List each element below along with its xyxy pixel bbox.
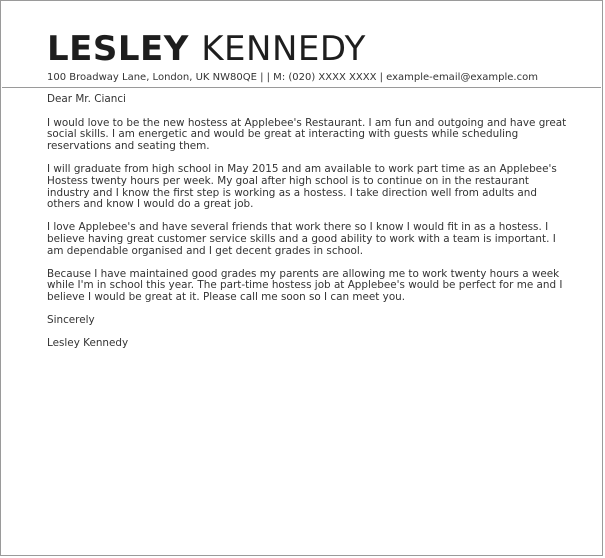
header-divider xyxy=(2,87,601,88)
paragraph-2: I will graduate from high school in May 2015 and am available to work part time as an Applebee's Hostess twenty hours per week. My goal after high school is to continue on in the restaurant industry and I know the first step is working as a hostess. I take direction well from adults and others and know I would do a great job. xyxy=(47,163,557,211)
paragraph-1: I would love to be the new hostess at Applebee's Restaurant. I am fun and outgoing and have great social skills. I am energetic and would be great at interacting with guests while scheduling reservations and seating them. xyxy=(47,116,567,153)
contact-line: 100 Broadway Lane, London, UK NW80QE | | M: (020) XXXX XXXX | example-email@example.com xyxy=(47,72,538,83)
salutation: Dear Mr. Cianci xyxy=(47,93,126,105)
signature-name: Lesley Kennedy xyxy=(47,337,129,350)
closing: Sincerely xyxy=(47,314,95,327)
applicant-name xyxy=(47,31,567,67)
first-name: LESLEY xyxy=(47,29,189,69)
paragraph-3: I love Applebee's and have several friends that work there so I know I would fit in as a hostess. I believe having great customer service skills and a good ability to work with a team is important. I am dependable organised and I get decent grades in school. xyxy=(47,221,556,257)
last-name: KENNEDY xyxy=(201,29,366,69)
letter-body xyxy=(47,94,567,361)
paragraph-4: Because I have maintained good grades my parents are allowing me to work twenty hours a week while I'm in school this year. The part-time hostess job at Applebee's would be perfect for me and I believe I would be great at it. Please call me soon so I can meet you. xyxy=(47,267,563,304)
letter-header xyxy=(47,31,567,85)
